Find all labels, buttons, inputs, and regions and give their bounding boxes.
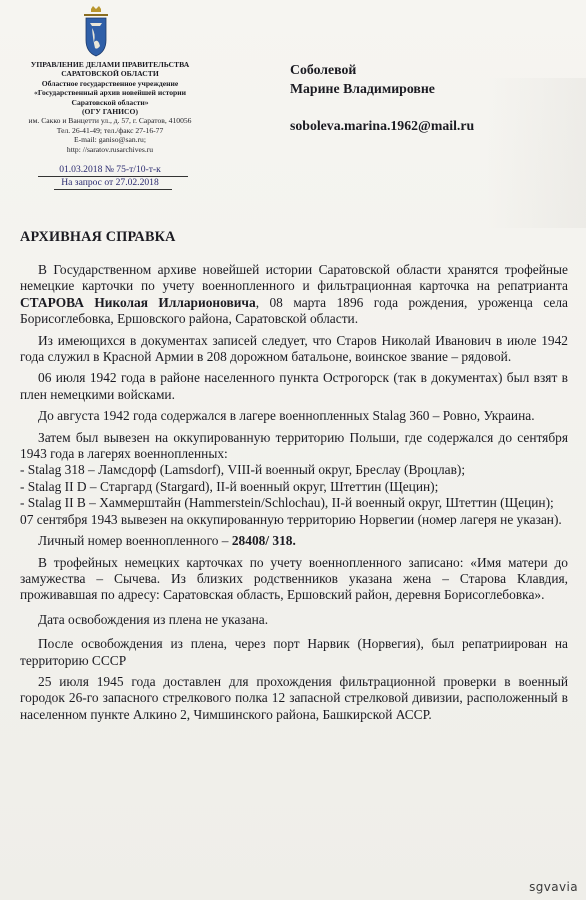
site-watermark: sgvavia (529, 880, 578, 894)
org-line: УПРАВЛЕНИЕ ДЕЛАМИ ПРАВИТЕЛЬСТВА (30, 60, 190, 69)
paragraph: Дата освобождения из плена не указана. (38, 611, 269, 627)
document-body (20, 262, 568, 728)
organization-letterhead (10, 60, 210, 188)
reply-reference: На запрос от 27.02.2018 (61, 177, 159, 188)
addressee-surname: Соболевой (290, 62, 357, 77)
paragraph: Затем был вывезен на оккупированную территорию Польши, где содержался до сентября 1943 года в лагерях военнопленных: (20, 429, 568, 462)
org-line: «Государственный архив новейшей истории (34, 88, 186, 98)
org-line: Саратовской области» (71, 97, 149, 107)
document-title: АРХИВНАЯ СПРАВКА (20, 229, 176, 245)
paragraph (20, 262, 568, 328)
org-line: (ОГУ ГАНИСО) (82, 107, 138, 117)
org-line: Областное государственное учреждение (41, 78, 179, 88)
paragraph: 07 сентября 1943 вывезен на оккупированную территорию Норвегии (номер лагеря не указан). (20, 511, 562, 527)
org-address: им. Сакко и Ванцетти ул., д. 57, г. Саратов, 410056 (28, 116, 192, 126)
paragraph: 06 июля 1942 года в районе населенного пункта Острогорск (так в документах) был взят в плен немецкими войсками. (20, 370, 568, 402)
org-phone: Тел. 26-41-49; тел./факс 27-16-77 (56, 125, 164, 135)
paragraph-text: Личный номер военнопленного – (38, 533, 232, 549)
org-website: http: //saratov.rusarchives.ru (66, 144, 154, 154)
reply-underline (54, 189, 172, 190)
paragraph: 25 июля 1945 года доставлен для прохождения фильтрационной проверки в военный городок 26-го запасного стрелкового полка 12 запасной стрелковой дивизии, расположенный в населенном пункте Алкино 2, Чимшинского района, Башкирской АССР. (20, 673, 568, 722)
org-line: САРАТОВСКОЙ ОБЛАСТИ (61, 69, 159, 79)
camp-item: - Stalag II B – Хаммерштайн (Hammerstein/Schlochau), II-й военный округ, Штеттин (Щецин); (20, 495, 554, 511)
person-name: СТАРОВА Николая Илларионовича (20, 294, 256, 310)
paragraph: Из имеющихся в документах записей следует, что Старов Николай Иванович в июле 1942 года служил в Красной Армии в 208 дорожном батальоне, воинское звание – рядовой. (20, 332, 568, 365)
prisoner-number: 28408/ 318. (231, 533, 296, 549)
paragraph-text: В Государственном архиве новейшей истории Саратовской области хранятся трофейные немецкие карточки по учету военнопленного и фильтрационная карточка на репатрианта (20, 262, 568, 294)
paragraph (20, 533, 568, 549)
paragraph: В трофейных немецких карточках по учету военнопленного записано: «Имя матери до замужества – Сычева. Из близких родственников указана жена – Старова Клавдия, проживавшая по адресу: Саратовская область, Ершовский район, деревня Борисоглебовка». (20, 554, 568, 603)
addressee-name: Марине Владимировне (290, 81, 435, 96)
camp-item: - Stalag 318 – Ламсдорф (Lamsdorf), VIII-й военный округ, Бреслау (Вроцлав); (20, 462, 466, 478)
registration-underline (38, 176, 188, 177)
coat-of-arms-icon (84, 6, 108, 58)
paragraph: После освобождения из плена, через порт Нарвик (Норвегия), был репатриирован на территорию СССР (20, 636, 568, 668)
show-through-shadow (486, 78, 586, 228)
addressee-email: soboleva.marina.1962@mail.ru (290, 118, 475, 133)
org-email: E-mail: ganiso@san.ru; (74, 135, 146, 145)
camp-item: - Stalag II D – Старгард (Stargard), II-й военный округ, Штеттин (Щецин); (20, 478, 439, 494)
registration-number: 01.03.2018 № 75-т/10-т-к (59, 164, 161, 175)
paragraph-text: , 08 марта 1896 года рождения, уроженца села Борисоглебовка, Ершовского района, Саратовской области. (20, 294, 568, 327)
paragraph: До августа 1942 года содержался в лагере военнопленных Stalag 360 – Ровно, Украина. (38, 408, 535, 424)
addressee-block (290, 60, 435, 98)
